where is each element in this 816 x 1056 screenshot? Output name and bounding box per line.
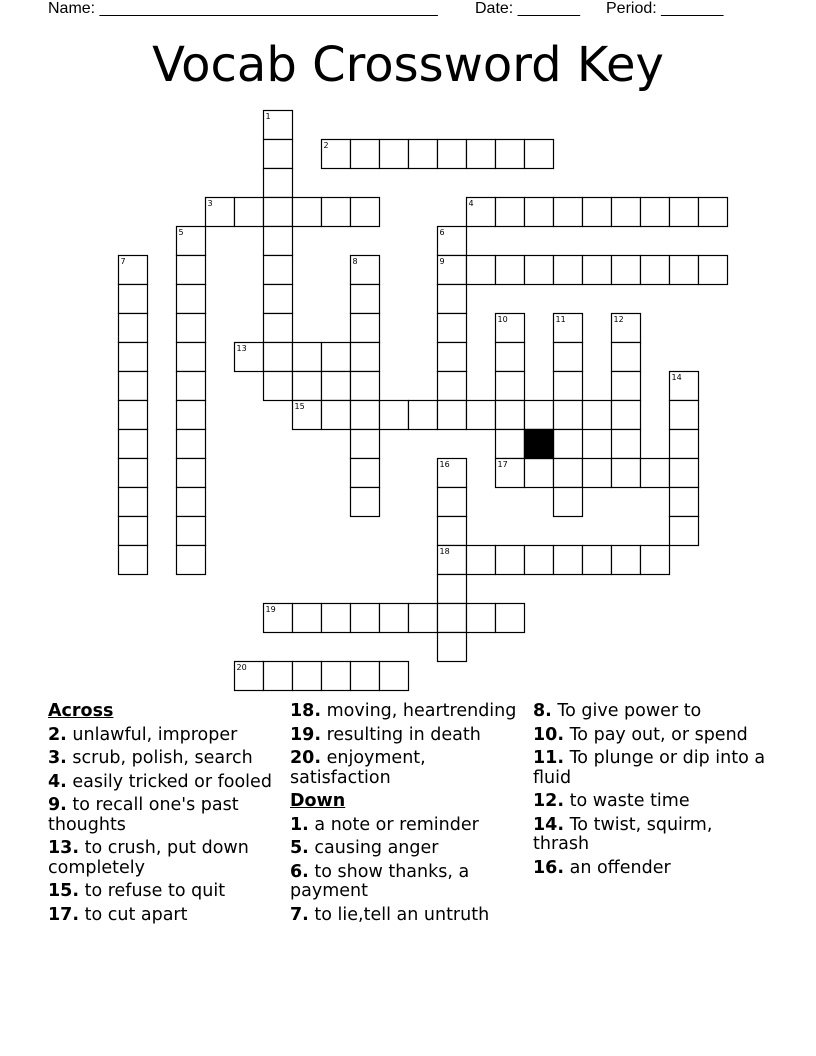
grid-cell[interactable] — [670, 430, 699, 459]
grid-cell[interactable] — [583, 256, 612, 285]
clue-item — [533, 726, 773, 746]
grid-cell[interactable] — [293, 372, 322, 401]
grid-cell[interactable] — [264, 140, 293, 169]
clue-text: to cut apart — [84, 904, 188, 925]
grid-cell[interactable] — [641, 459, 670, 488]
grid-cell[interactable] — [264, 285, 293, 314]
clue-item — [290, 702, 522, 722]
cell-number: 8 — [352, 257, 358, 266]
grid-cell[interactable] — [351, 459, 380, 488]
grid-cell[interactable] — [177, 285, 206, 314]
grid-cell[interactable] — [554, 459, 583, 488]
grid-cell[interactable] — [119, 343, 148, 372]
down-heading: Down — [290, 791, 346, 811]
grid-cell[interactable] — [177, 517, 206, 546]
cell-number: 7 — [120, 257, 126, 266]
grid-cell[interactable] — [438, 488, 467, 517]
across-heading: Across — [48, 701, 114, 721]
grid-cell[interactable] — [438, 575, 467, 604]
clue-text: enjoyment, satisfaction — [290, 748, 426, 788]
period-field-label[interactable]: Period: _______ — [606, 0, 724, 17]
cell-number: 2 — [323, 141, 329, 150]
clue-number: 14. — [533, 814, 565, 835]
grid-cell[interactable] — [119, 459, 148, 488]
grid-cell[interactable] — [467, 604, 496, 633]
grid-cell[interactable] — [641, 256, 670, 285]
grid-cell[interactable] — [380, 662, 409, 691]
grid-cell[interactable] — [264, 662, 293, 691]
grid-cell[interactable] — [409, 604, 438, 633]
grid-cell[interactable] — [119, 314, 148, 343]
clue-number: 19. — [290, 724, 322, 745]
grid-cell[interactable] — [293, 198, 322, 227]
grid-cell[interactable] — [583, 401, 612, 430]
grid-cell[interactable] — [612, 372, 641, 401]
grid-cell[interactable] — [554, 401, 583, 430]
grid-cell[interactable] — [641, 198, 670, 227]
grid-cell[interactable] — [612, 256, 641, 285]
grid-cell[interactable] — [496, 198, 525, 227]
grid-cell[interactable] — [496, 546, 525, 575]
clue-number: 5. — [290, 838, 309, 858]
grid-cell[interactable] — [438, 314, 467, 343]
clue-item — [48, 726, 280, 746]
grid-cell[interactable] — [496, 256, 525, 285]
grid-cell[interactable] — [496, 372, 525, 401]
grid-cell[interactable] — [670, 401, 699, 430]
grid-cell[interactable] — [467, 546, 496, 575]
grid-cell[interactable] — [380, 140, 409, 169]
grid-cell[interactable] — [496, 140, 525, 169]
grid-cell[interactable] — [119, 488, 148, 517]
grid-cell[interactable] — [322, 401, 351, 430]
grid-cell[interactable] — [293, 343, 322, 372]
clue-number: 7. — [290, 904, 309, 925]
grid-cell[interactable] — [264, 343, 293, 372]
grid-cell[interactable] — [264, 169, 293, 198]
grid-cell[interactable] — [351, 662, 380, 691]
cell-number: 20 — [236, 663, 247, 672]
grid-cell[interactable] — [177, 430, 206, 459]
clue-item — [533, 749, 773, 788]
cell-number: 3 — [207, 199, 213, 208]
grid-cell[interactable] — [554, 546, 583, 575]
cell-number: 13 — [236, 344, 247, 353]
clue-text: easily tricked or fooled — [72, 771, 272, 792]
grid-cell[interactable] — [177, 459, 206, 488]
grid-cell[interactable] — [409, 140, 438, 169]
shaded-cell — [525, 430, 554, 459]
cell-number: 1 — [265, 112, 271, 121]
grid-cell[interactable] — [496, 343, 525, 372]
clue-item — [290, 816, 522, 836]
grid-cell[interactable] — [670, 488, 699, 517]
clue-text: resulting in death — [326, 724, 481, 745]
grid-cell[interactable] — [322, 604, 351, 633]
cell-number: 15 — [294, 402, 305, 411]
cell-number: 6 — [439, 228, 445, 237]
cell-number: 9 — [439, 257, 445, 266]
grid-cell[interactable] — [264, 198, 293, 227]
clue-item — [48, 796, 280, 835]
clue-number: 4. — [48, 771, 67, 792]
cell-number: 16 — [439, 460, 450, 469]
clue-number: 13. — [48, 838, 80, 858]
date-field-label[interactable]: Date: _______ — [475, 0, 580, 17]
grid-cell[interactable] — [612, 198, 641, 227]
grid-cell[interactable] — [438, 517, 467, 546]
grid-cell[interactable] — [525, 198, 554, 227]
grid-cell[interactable] — [119, 546, 148, 575]
cell-number: 14 — [671, 373, 682, 382]
clue-text: to waste time — [569, 791, 690, 811]
grid-cell[interactable] — [438, 140, 467, 169]
cell-number: 18 — [439, 547, 450, 556]
cell-number: 11 — [555, 315, 566, 324]
grid-cell[interactable] — [583, 459, 612, 488]
clue-number: 16. — [533, 857, 565, 878]
clue-item — [48, 882, 280, 902]
clue-number: 6. — [290, 861, 309, 882]
grid-cell[interactable] — [119, 372, 148, 401]
clue-item — [290, 749, 522, 788]
grid-cell[interactable] — [264, 256, 293, 285]
clue-text: To pay out, or spend — [569, 724, 748, 745]
grid-cell[interactable] — [525, 546, 554, 575]
clue-number: 12. — [533, 791, 565, 811]
grid-cell[interactable] — [554, 372, 583, 401]
grid-cell[interactable] — [235, 198, 264, 227]
clue-text: to recall one's past thoughts — [48, 795, 239, 835]
grid-cell[interactable] — [119, 430, 148, 459]
clues-column-2 — [290, 702, 522, 929]
grid-cell[interactable] — [119, 285, 148, 314]
grid-cell[interactable] — [351, 488, 380, 517]
grid-cell[interactable] — [612, 459, 641, 488]
grid-cell[interactable] — [670, 459, 699, 488]
grid-cell[interactable] — [177, 343, 206, 372]
clue-number: 20. — [290, 748, 322, 768]
clue-text: To twist, squirm, thrash — [533, 814, 713, 854]
grid-cell[interactable] — [438, 633, 467, 662]
clue-text: To plunge or dip into a fluid — [533, 748, 766, 788]
clue-text: to crush, put down completely — [48, 838, 249, 878]
clue-item — [290, 906, 522, 926]
clue-number: 1. — [290, 814, 309, 835]
grid-cell[interactable] — [554, 343, 583, 372]
grid-cell[interactable] — [351, 140, 380, 169]
clue-text: to refuse to quit — [84, 881, 226, 901]
grid-cell[interactable] — [293, 662, 322, 691]
grid-cell[interactable] — [293, 604, 322, 633]
clue-item — [533, 816, 773, 855]
cell-number: 12 — [613, 315, 624, 324]
clue-item — [290, 726, 522, 746]
clue-number: 15. — [48, 881, 80, 901]
grid-cell[interactable] — [351, 372, 380, 401]
grid-cell[interactable] — [351, 285, 380, 314]
cell-number: 19 — [265, 605, 276, 614]
grid-cell[interactable] — [177, 546, 206, 575]
grid-cell[interactable] — [554, 198, 583, 227]
grid-cell[interactable] — [525, 256, 554, 285]
clue-item — [533, 792, 773, 812]
clue-item — [48, 773, 280, 793]
clues-column-3 — [533, 702, 773, 882]
grid-cell[interactable] — [438, 285, 467, 314]
grid-cell[interactable] — [554, 488, 583, 517]
grid-cell[interactable] — [264, 227, 293, 256]
grid-cell[interactable] — [641, 546, 670, 575]
clue-text: scrub, polish, search — [72, 748, 253, 768]
grid-cell[interactable] — [612, 546, 641, 575]
grid-cell[interactable] — [380, 401, 409, 430]
grid-cell[interactable] — [322, 662, 351, 691]
grid-cell[interactable] — [119, 401, 148, 430]
clue-number: 18. — [290, 701, 322, 721]
grid-cell[interactable] — [699, 198, 728, 227]
clue-text: unlawful, improper — [72, 724, 238, 745]
grid-cell[interactable] — [322, 372, 351, 401]
clue-item — [48, 906, 280, 926]
grid-cell[interactable] — [177, 256, 206, 285]
clue-text: to show thanks, a payment — [290, 861, 470, 901]
grid-cell[interactable] — [496, 604, 525, 633]
clue-number: 9. — [48, 795, 67, 815]
grid-cell[interactable] — [554, 430, 583, 459]
clue-text: causing anger — [314, 838, 439, 858]
grid-cell[interactable] — [438, 372, 467, 401]
clue-text: moving, heartrending — [326, 701, 517, 721]
clue-text: To give power to — [557, 701, 702, 721]
clue-item — [48, 749, 280, 769]
grid-cell[interactable] — [699, 256, 728, 285]
name-field-label[interactable]: Name: ______________________________________ — [48, 0, 438, 17]
clue-item — [533, 702, 773, 722]
cell-number: 4 — [468, 199, 474, 208]
grid-cell[interactable] — [351, 343, 380, 372]
clues-column-1 — [48, 702, 280, 929]
grid-cell[interactable] — [438, 604, 467, 633]
grid-cell[interactable] — [467, 140, 496, 169]
grid-cell[interactable] — [322, 198, 351, 227]
grid-cell[interactable] — [351, 401, 380, 430]
cell-number: 5 — [178, 228, 184, 237]
clue-number: 11. — [533, 748, 565, 768]
grid-cell[interactable] — [351, 604, 380, 633]
grid-cell[interactable] — [438, 401, 467, 430]
grid-cell[interactable] — [554, 256, 583, 285]
grid-cell[interactable] — [670, 517, 699, 546]
grid-cell[interactable] — [380, 604, 409, 633]
clue-text: to lie,tell an untruth — [314, 904, 490, 925]
cell-number: 10 — [497, 315, 508, 324]
clue-number: 2. — [48, 724, 67, 745]
grid-cell[interactable] — [525, 459, 554, 488]
clue-number: 10. — [533, 724, 565, 745]
grid-cell[interactable] — [322, 343, 351, 372]
grid-cell[interactable] — [177, 488, 206, 517]
grid-cell[interactable] — [409, 401, 438, 430]
clue-item — [48, 839, 280, 878]
clue-text: a note or reminder — [314, 814, 479, 835]
grid-cell[interactable] — [177, 372, 206, 401]
grid-cell[interactable] — [264, 314, 293, 343]
clue-number: 3. — [48, 748, 67, 768]
clue-number: 8. — [533, 701, 552, 721]
grid-cell[interactable] — [351, 430, 380, 459]
clue-number: 17. — [48, 904, 80, 925]
grid-cell[interactable] — [467, 256, 496, 285]
clue-item — [533, 859, 773, 879]
grid-cell[interactable] — [351, 314, 380, 343]
grid-cell[interactable] — [612, 430, 641, 459]
clue-text: an offender — [569, 857, 671, 878]
grid-cell[interactable] — [612, 401, 641, 430]
cell-number: 17 — [497, 460, 508, 469]
grid-cell[interactable] — [525, 140, 554, 169]
grid-cell[interactable] — [583, 198, 612, 227]
clue-item — [290, 839, 522, 859]
grid-cell[interactable] — [525, 401, 554, 430]
grid-cell[interactable] — [496, 430, 525, 459]
grid-cell[interactable] — [119, 517, 148, 546]
page-title: Vocab Crossword Key — [152, 37, 664, 93]
grid-cell[interactable] — [670, 256, 699, 285]
grid-cell[interactable] — [351, 198, 380, 227]
clue-item — [290, 863, 522, 902]
grid-cell[interactable] — [467, 401, 496, 430]
grid-cell[interactable] — [583, 546, 612, 575]
grid-cell[interactable] — [177, 401, 206, 430]
grid-cell[interactable] — [264, 372, 293, 401]
grid-cell[interactable] — [670, 198, 699, 227]
grid-cell[interactable] — [612, 343, 641, 372]
grid-cell[interactable] — [177, 314, 206, 343]
grid-cell[interactable] — [438, 343, 467, 372]
grid-cell[interactable] — [496, 401, 525, 430]
